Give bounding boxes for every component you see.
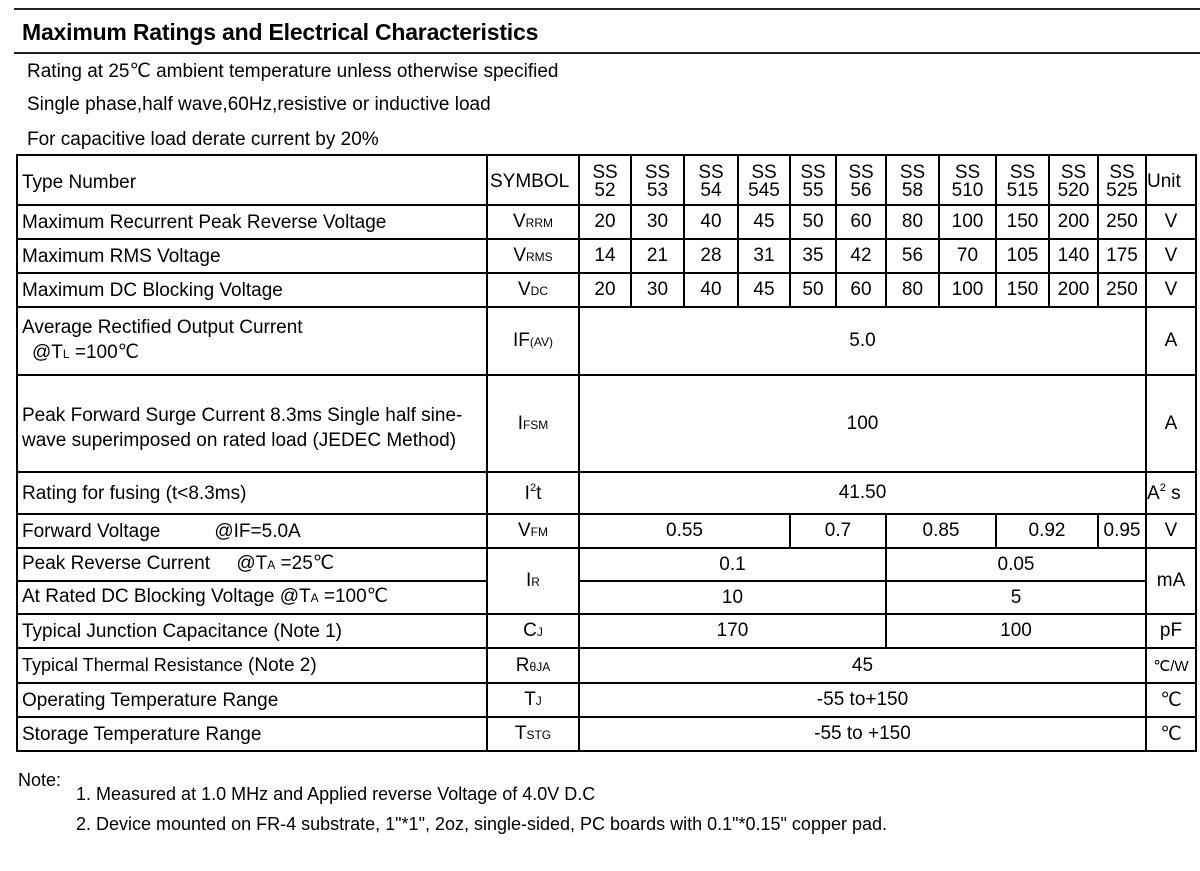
value-cell: 20 — [579, 273, 631, 307]
symbol-main: R — [515, 654, 530, 676]
part-header — [631, 155, 684, 205]
value-cell: 140 — [1049, 239, 1098, 273]
symbol-subscript: θJA — [529, 659, 551, 674]
rth-symbol — [487, 648, 579, 683]
tstg-value: -55 to +150 — [579, 717, 1146, 751]
part-header — [1049, 155, 1098, 205]
ir-cond1-pre: Peak Reverse Current @T — [22, 553, 268, 574]
table-row-vrrm — [17, 205, 1196, 239]
table-row-i2t — [17, 472, 1196, 514]
symbol-superscript: 2 — [529, 481, 537, 494]
ifsm-parameter: Peak Forward Surge Current 8.3ms Single half sine-wave superimposed on rated load (JEDEC Method) — [17, 375, 487, 472]
value-cell: 35 — [790, 239, 836, 273]
value-cell: 175 — [1098, 239, 1146, 273]
part-header — [738, 155, 790, 205]
value-group-cell: 0.1 — [579, 548, 886, 581]
value-cell: 40 — [684, 273, 738, 307]
ifav-parameter — [17, 307, 487, 375]
cj-unit: pF — [1146, 614, 1196, 648]
part-prefix: SS — [644, 162, 671, 183]
value-cell: 20 — [579, 205, 631, 239]
section-title: Maximum Ratings and Electrical Characteristics — [22, 19, 539, 45]
value-cell: 45 — [738, 273, 790, 307]
ir-symbol — [487, 548, 579, 614]
part-header — [579, 155, 631, 205]
symbol-main: I — [524, 482, 530, 504]
value-cell: 200 — [1049, 205, 1098, 239]
value-cell: 200 — [1049, 273, 1098, 307]
part-number: 520 — [1057, 180, 1090, 201]
ir-cond2-pre: At Rated DC Blocking Voltage @T — [22, 586, 311, 607]
part-header — [790, 155, 836, 205]
value-cell: 70 — [939, 239, 996, 273]
part-header — [939, 155, 996, 205]
ifav-cond-sub: L — [62, 347, 70, 361]
value-cell: 150 — [996, 273, 1049, 307]
ifav-value: 5.0 — [579, 307, 1146, 375]
ir-cond2-post: =100℃ — [318, 586, 389, 607]
symbol-subscript: (AV) — [529, 335, 553, 349]
unit-part: s — [1165, 482, 1181, 504]
rth-note: (Note 2) — [242, 655, 317, 676]
symbol-subscript: J — [535, 694, 542, 708]
part-header — [684, 155, 738, 205]
part-prefix: SS — [848, 162, 874, 183]
symbol-main: C — [523, 620, 537, 641]
unit-part: A — [1147, 482, 1160, 504]
part-number: 515 — [1006, 180, 1039, 201]
table-row-rth — [17, 648, 1196, 683]
symbol-main: I — [526, 570, 532, 591]
cj-symbol — [487, 614, 579, 648]
table-row-ir-25c — [17, 548, 1196, 581]
ifav-cond-post: =100℃ — [69, 342, 140, 363]
ifsm-value: 100 — [579, 375, 1146, 472]
ir-cond1-sub: A — [267, 558, 276, 572]
value-cell: 60 — [836, 205, 886, 239]
vdc-unit: V — [1146, 273, 1196, 307]
i2t-value: 41.50 — [579, 472, 1146, 514]
vrrm-unit: V — [1146, 205, 1196, 239]
value-cell: 100 — [939, 205, 996, 239]
value-group-cell: 10 — [579, 581, 886, 614]
unit-header: Unit — [1146, 155, 1196, 205]
ifav-unit: A — [1146, 307, 1196, 375]
part-prefix: SS — [954, 162, 981, 183]
symbol-main: V — [513, 245, 526, 266]
vfm-unit: V — [1146, 514, 1196, 548]
value-cell: 30 — [631, 273, 684, 307]
vfm-condition: @IF=5.0A — [214, 520, 301, 542]
part-prefix: SS — [698, 162, 724, 183]
symbol-main: V — [517, 279, 531, 300]
value-group-cell: 0.92 — [996, 514, 1098, 548]
symbol-main: I — [517, 412, 523, 434]
vrms-parameter: Maximum RMS Voltage — [17, 239, 487, 273]
ifsm-symbol — [487, 375, 579, 472]
part-prefix: SS — [1109, 162, 1135, 183]
table-row-ifsm — [17, 375, 1196, 472]
tstg-symbol — [487, 717, 579, 751]
symbol-subscript: FSM — [522, 417, 549, 432]
tj-unit: ℃ — [1146, 683, 1196, 717]
rth-unit: ℃/W — [1146, 648, 1196, 683]
table-row-ifav — [17, 307, 1196, 375]
symbol-subscript: RRM — [525, 216, 553, 230]
vfm-symbol — [487, 514, 579, 548]
symbol-subscript: STG — [526, 728, 552, 742]
type-number-header: Type Number — [17, 155, 487, 205]
value-group-cell: 0.05 — [886, 548, 1146, 581]
table-row-tstg — [17, 717, 1196, 751]
rth-parameter — [17, 648, 487, 683]
tj-symbol — [487, 683, 579, 717]
value-cell: 50 — [790, 273, 836, 307]
ifsm-unit: A — [1146, 375, 1196, 472]
symbol-subscript: R — [531, 575, 540, 589]
part-header — [1098, 155, 1146, 205]
part-header — [886, 155, 939, 205]
value-group-cell: 170 — [579, 614, 886, 648]
ifav-line1: Average Rectified Output Current — [22, 317, 303, 338]
value-cell: 21 — [631, 239, 684, 273]
part-number: 58 — [901, 180, 924, 201]
value-cell: 42 — [836, 239, 886, 273]
symbol-main: V — [512, 211, 526, 232]
tstg-parameter: Storage Temperature Range — [17, 717, 487, 751]
value-cell: 100 — [939, 273, 996, 307]
table-row-tj — [17, 683, 1196, 717]
rth-value: 45 — [579, 648, 1146, 683]
vrms-symbol — [487, 239, 579, 273]
part-number: 545 — [748, 180, 780, 201]
symbol-subscript: J — [536, 625, 543, 639]
value-cell: 30 — [631, 205, 684, 239]
ratings-table — [16, 154, 1197, 752]
value-cell: 60 — [836, 273, 886, 307]
ifav-line2 — [22, 340, 486, 367]
condition-derate: For capacitive load derate current by 20% — [27, 129, 379, 150]
value-group-cell: 0.7 — [790, 514, 886, 548]
symbol-main: IF — [513, 330, 530, 351]
value-cell: 250 — [1098, 273, 1146, 307]
ir-unit: mA — [1146, 548, 1196, 614]
vdc-parameter: Maximum DC Blocking Voltage — [17, 273, 487, 307]
value-cell: 80 — [886, 273, 939, 307]
part-number: 53 — [646, 180, 669, 201]
table-row-cj — [17, 614, 1196, 648]
cj-parameter: Typical Junction Capacitance (Note 1) — [17, 614, 487, 648]
value-group-cell: 0.55 — [579, 514, 790, 548]
ir-parameter-100c — [17, 581, 487, 614]
part-number: 56 — [850, 180, 872, 201]
ifav-cond-pre: @T — [32, 342, 63, 363]
value-cell: 150 — [996, 205, 1049, 239]
vrrm-symbol — [487, 205, 579, 239]
part-prefix: SS — [592, 162, 618, 183]
note-label: Note: — [18, 770, 62, 790]
table-row-vdc — [17, 273, 1196, 307]
symbol-subscript: DC — [530, 284, 549, 298]
vrms-unit: V — [1146, 239, 1196, 273]
ifav-symbol — [487, 307, 579, 375]
table-row-vfm — [17, 514, 1196, 548]
title-rule — [14, 52, 1200, 54]
part-number: 52 — [594, 180, 616, 201]
tj-parameter: Operating Temperature Range — [17, 683, 487, 717]
table-row-vrms — [17, 239, 1196, 273]
symbol-main: T — [524, 689, 536, 710]
header-row — [17, 155, 1196, 205]
part-number: 525 — [1106, 180, 1138, 201]
part-prefix: SS — [800, 162, 826, 183]
unit-part: 2 — [1159, 481, 1166, 494]
condition-load: Single phase,half wave,60Hz,resistive or inductive load — [27, 94, 491, 115]
symbol-main: V — [517, 520, 531, 541]
value-group-cell: 5 — [886, 581, 1146, 614]
value-cell: 28 — [684, 239, 738, 273]
value-cell: 31 — [738, 239, 790, 273]
top-rule — [14, 8, 1200, 10]
note-2: 2. Device mounted on FR-4 substrate, 1"*1", 2oz, single-sided, PC boards with 0.1"*0.15" copper pad. — [76, 814, 888, 834]
value-cell: 250 — [1098, 205, 1146, 239]
value-cell: 45 — [738, 205, 790, 239]
vrrm-parameter: Maximum Recurrent Peak Reverse Voltage — [17, 205, 487, 239]
part-header — [996, 155, 1049, 205]
i2t-unit — [1146, 472, 1196, 514]
vfm-label: Forward Voltage — [22, 520, 161, 542]
value-group-cell: 0.85 — [886, 514, 996, 548]
part-prefix: SS — [751, 162, 777, 183]
i2t-symbol — [487, 472, 579, 514]
rth-label: Typical Thermal Resistance — [22, 655, 243, 675]
part-prefix: SS — [1009, 162, 1036, 183]
note-1: 1. Measured at 1.0 MHz and Applied reverse Voltage of 4.0V D.C — [76, 784, 596, 804]
part-number: 55 — [802, 180, 824, 201]
value-cell: 40 — [684, 205, 738, 239]
symbol-subscript: FM — [530, 525, 548, 539]
vdc-symbol — [487, 273, 579, 307]
part-header — [836, 155, 886, 205]
part-prefix: SS — [1060, 162, 1087, 183]
tj-value: -55 to+150 — [579, 683, 1146, 717]
value-group-cell: 0.95 — [1098, 514, 1146, 548]
value-cell: 80 — [886, 205, 939, 239]
value-cell: 56 — [886, 239, 939, 273]
value-cell: 14 — [579, 239, 631, 273]
ir-cond1-post: =25℃ — [275, 553, 335, 574]
vfm-parameter — [17, 514, 487, 548]
table-row-ir-100c — [17, 581, 1196, 614]
part-number: 510 — [951, 180, 984, 201]
condition-temperature: Rating at 25℃ ambient temperature unless otherwise specified — [27, 61, 559, 82]
symbol-header: SYMBOL — [487, 155, 579, 205]
value-group-cell: 100 — [886, 614, 1146, 648]
ir-parameter-25c — [17, 548, 487, 581]
ir-cond2-sub: A — [310, 591, 319, 605]
part-number: 54 — [700, 180, 722, 201]
tstg-unit: ℃ — [1146, 717, 1196, 751]
symbol-main: T — [514, 723, 527, 744]
value-cell: 105 — [996, 239, 1049, 273]
symbol-tail: t — [536, 482, 542, 504]
value-cell: 50 — [790, 205, 836, 239]
i2t-parameter: Rating for fusing (t<8.3ms) — [17, 472, 487, 514]
symbol-subscript: RMS — [526, 250, 553, 264]
part-prefix: SS — [899, 162, 926, 183]
